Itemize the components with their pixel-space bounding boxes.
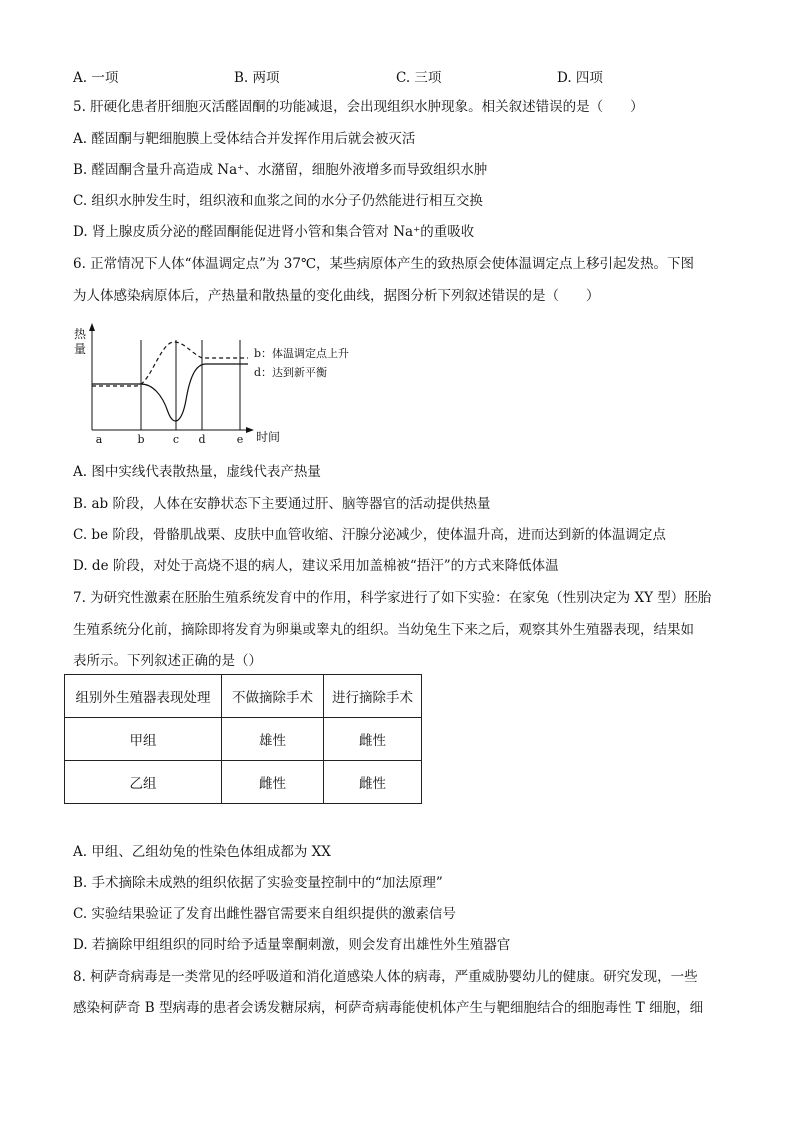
table-cell: 雌性 <box>324 718 422 761</box>
q7-option-d: D. 若摘除甲组组织的同时给予适量睾酮刺激，则会发育出雄性外生殖器官 <box>73 937 511 953</box>
table-header: 进行摘除手术 <box>324 675 422 718</box>
legend-note-b: b：体温调定点上升 <box>254 347 350 360</box>
q8-line1: 8. 柯萨奇病毒是一类常见的经呼吸道和消化道感染人体的病毒，严重威胁婴幼儿的健康。研究发现，一些 <box>73 969 698 985</box>
q6-stem-line2: 为人体感染病原体后，产热量和散热量的变化曲线，据图分析下列叙述错误的是（ ） <box>73 288 600 304</box>
table-cell: 雌性 <box>324 761 422 804</box>
y-axis-label-1: 热 <box>74 327 87 341</box>
experiment-table <box>64 674 422 804</box>
option-c: C. 三项 <box>396 70 442 86</box>
q6-option-c: C. be 阶段，骨骼肌战栗、皮肤中血管收缩、汗腺分泌减少，使体温升高，进而达到新的体温调定点 <box>73 527 666 543</box>
tick-e: e <box>236 433 244 446</box>
q6-option-b: B. ab 阶段，人体在安静状态下主要通过肝、脑等器官的活动提供热量 <box>73 496 491 512</box>
q7-stem-line3: 表所示。下列叙述正确的是（） <box>73 653 262 669</box>
legend-note-d: d：达到新平衡 <box>254 366 328 379</box>
solid-curve <box>92 364 248 421</box>
option-b: B. 两项 <box>234 70 280 86</box>
q7-stem-line2: 生殖系统分化前，摘除即将发育为卵巢或睾丸的组织。当幼兔生下来之后，观察其外生殖器表现，结果如 <box>73 622 694 638</box>
tick-a: a <box>95 433 103 446</box>
q6-option-a: A. 图中实线代表散热量，虚线代表产热量 <box>73 464 321 480</box>
tick-d: d <box>198 433 206 446</box>
table-cell: 雌性 <box>222 761 324 804</box>
q5-stem: 5. 肝硬化患者肝细胞灭活醛固酮的功能减退，会出现组织水肿现象。相关叙述错误的是（ ） <box>73 99 644 115</box>
heat-curve-figure <box>70 322 370 450</box>
table-cell: 甲组 <box>65 718 222 761</box>
x-axis-arrow <box>246 427 254 433</box>
table-row <box>65 718 422 761</box>
table-header: 组别外生殖器表现处理 <box>65 675 222 718</box>
q7-option-b: B. 手术摘除未成熟的组织依据了实验变量控制中的“加法原理” <box>73 875 443 891</box>
q7-option-c: C. 实验结果验证了发育出雌性器官需要来自组织提供的激素信号 <box>73 906 456 922</box>
q6-stem-line1: 6. 正常情况下人体“体温调定点”为 37℃，某些病原体产生的致热原会使体温调定点上移引起发热。下图 <box>73 256 695 272</box>
tick-c: c <box>172 433 180 446</box>
q5-option-b: B. 醛固酮含量升高造成 Na⁺、水潴留，细胞外液增多而导致组织水肿 <box>73 162 488 178</box>
y-axis-arrow <box>89 323 95 331</box>
table-header: 不做摘除手术 <box>222 675 324 718</box>
q5-option-c: C. 组织水肿发生时，组织液和血浆之间的水分子仍然能进行相互交换 <box>73 193 483 209</box>
q5-option-d: D. 肾上腺皮质分泌的醛固酮能促进肾小管和集合管对 Na⁺的重吸收 <box>73 224 475 240</box>
x-axis-label: 时间 <box>256 430 281 444</box>
table-cell: 乙组 <box>65 761 222 804</box>
tick-b: b <box>137 433 145 446</box>
q8-line2: 感染柯萨奇 B 型病毒的患者会诱发糖尿病，柯萨奇病毒能使机体产生与靶细胞结合的细胞毒性 T 细胞，细 <box>73 1000 704 1016</box>
q7-stem-line1: 7. 为研究性激素在胚胎生殖系统发育中的作用，科学家进行了如下实验：在家兔（性别决定为 XY 型）胚胎 <box>73 590 712 606</box>
option-d: D. 四项 <box>557 70 603 86</box>
q7-option-a: A. 甲组、乙组幼兔的性染色体组成都为 XX <box>73 844 331 860</box>
table-cell: 雄性 <box>222 718 324 761</box>
table-row <box>65 761 422 804</box>
q5-option-a: A. 醛固酮与靶细胞膜上受体结合并发挥作用后就会被灭活 <box>73 131 416 147</box>
option-a: A. 一项 <box>73 70 119 86</box>
y-axis-label-2: 量 <box>74 342 87 356</box>
q6-option-d: D. de 阶段，对处于高烧不退的病人，建议采用加盖棉被“捂汗”的方式来降低体温 <box>73 558 559 574</box>
